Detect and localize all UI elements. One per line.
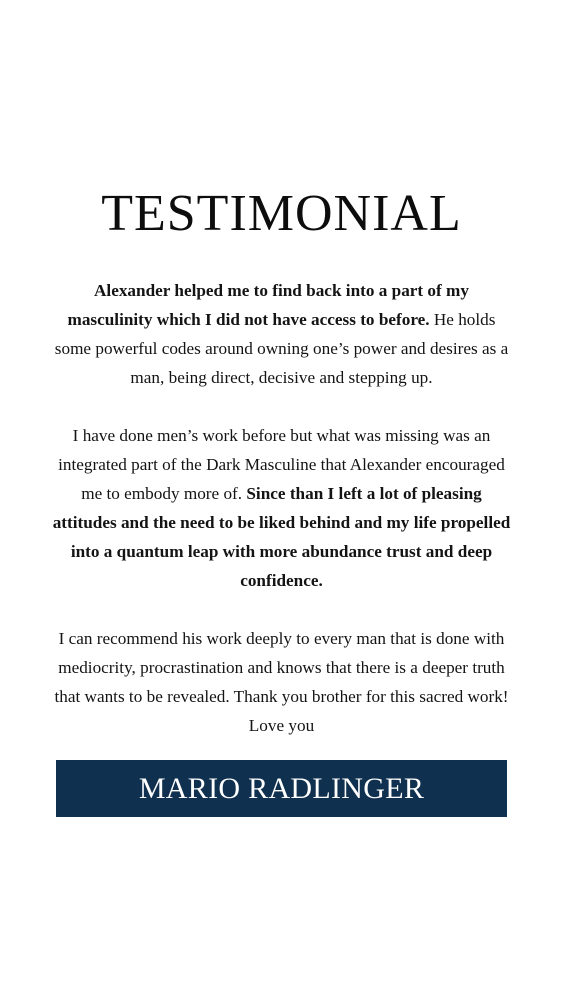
paragraph-1-text: He holds some powerful codes around owning one’s power and desires as a man, being direct, decisive and stepping up. — [54, 310, 509, 387]
paragraph-2-bold-text: Since than I left a lot of pleasing attitudes and the need to be liked behind and my life propelled into a quantum leap with more abundance trust and deep confidence. — [52, 484, 511, 590]
testimonial-paragraph-2 — [50, 421, 513, 595]
page-title: TESTIMONIAL — [101, 185, 462, 242]
testimonial-paragraph-3 — [50, 624, 513, 740]
testimonial-body — [50, 276, 513, 740]
paragraph-3-text: I can recommend his work deeply to every man that is done with mediocrity, procrastination and knows that there is a deeper truth that wants to be revealed. Thank you brother for this sacred work! Love you — [54, 629, 509, 735]
author-name-banner — [56, 760, 507, 817]
testimonial-paragraph-1 — [50, 276, 513, 392]
paragraph-2-text: I have done men’s work before but what was missing was an integrated part of the Dark Masculine that Alexander encouraged me to embody more of. — [58, 426, 505, 503]
paragraph-1-bold-text: Alexander helped me to find back into a part of my masculinity which I did not have access to before. — [67, 281, 469, 329]
author-name: MARIO RADLINGER — [138, 771, 425, 805]
